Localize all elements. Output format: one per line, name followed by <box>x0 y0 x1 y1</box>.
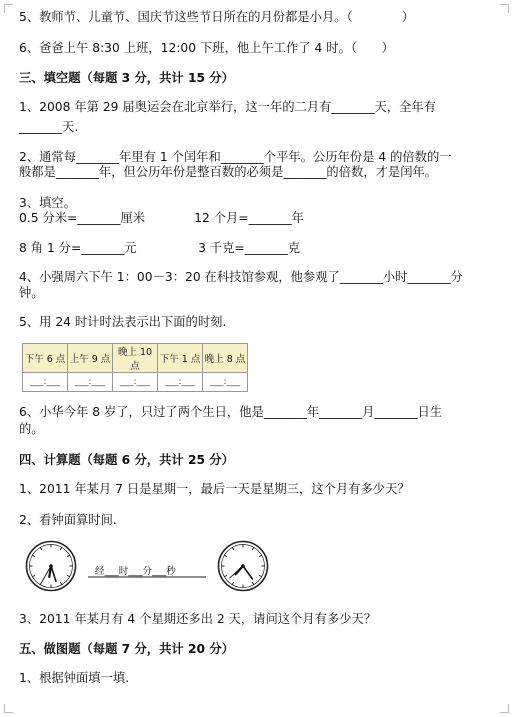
fill-question-3-row-1: 0.5 分米=_______厘米 12 个月=_______年 <box>19 211 304 225</box>
calc-question-1: 1、2011 年某月 7 日是星期一，最后一天是星期三，这个月有多少天？ <box>19 482 410 496</box>
elapsed-time-caption: 经___时___分___秒 <box>95 566 176 577</box>
fill-question-1-line-2: _______天. <box>19 120 79 134</box>
calc-question-2: 2、看钟面算时间. <box>19 513 117 527</box>
fill-question-3-title: 3、填空。 <box>19 196 77 210</box>
fill-question-2-line-2: 般都是_______年，但公历年份是整百数的必须是_______的倍数，才是闰年。 <box>19 165 438 179</box>
fill-question-5: 5、用 24 时计时法表示出下面的时刻. <box>19 315 227 329</box>
drawing-question-1: 1、根据钟面填一填. <box>19 671 130 685</box>
answer-blank-cell: ___:___ <box>158 373 203 392</box>
question-5-true-false: 5、教师节、儿童节、国庆节这些节日所在的月份都是小月。（ ） <box>19 10 415 24</box>
clock-face-end <box>217 540 269 592</box>
time-conversion-table <box>22 343 248 392</box>
table-header-cell: 下午 1 点 <box>158 344 203 373</box>
answer-blank-cell: ___:___ <box>203 373 248 392</box>
fill-question-4-line-1: 4、小强周六下午 1：00－3：20 在科技馆参观，他参观了_______小时_______分 <box>19 270 463 284</box>
section-3-title: 三、填空题（每题 3 分，共计 15 分） <box>19 71 234 85</box>
fill-question-1-line-1: 1、2008 年第 29 届奥运会在北京举行，这一年的二月有_______天，全年有 <box>19 100 436 114</box>
arrow-line <box>88 575 208 579</box>
answer-blank-cell: ___:___ <box>23 373 68 392</box>
page-corner-mark <box>4 4 13 13</box>
table-header-cell: 上午 9 点 <box>68 344 113 373</box>
fill-question-3-row-2: 8 角 1 分=_______元 3 千克=_______克 <box>19 241 301 255</box>
fill-question-2-line-1: 2、通常每_______年里有 1 个闰年和_______个平年。公历年份是 4 的倍数的一 <box>19 150 452 164</box>
answer-blank-cell: ___:___ <box>113 373 158 392</box>
answer-blank-cell: ___:___ <box>68 373 113 392</box>
page-corner-mark <box>4 704 13 713</box>
fill-question-6-line-1: 6、小华今年 8 岁了，只过了两个生日，他是_______年_______月_______日生 <box>19 405 443 419</box>
table-header-cell: 下午 6 点 <box>23 344 68 373</box>
page-corner-mark <box>500 704 509 713</box>
fill-question-6-line-2: 的。 <box>19 422 44 436</box>
clock-face-start <box>25 540 77 592</box>
section-5-title: 五、做图题（每题 7 分，共计 20 分） <box>19 642 234 656</box>
question-6-true-false: 6、爸爸上午 8:30 上班，12:00 下班，他上午工作了 4 时。（ ） <box>19 41 394 55</box>
section-4-title: 四、计算题（每题 6 分，共计 25 分） <box>19 453 234 467</box>
page-corner-mark <box>500 4 509 13</box>
calc-question-3: 3、2011 年某月有 4 个星期还多出 2 天，请问这个月有多少天？ <box>19 612 377 626</box>
table-header-cell: 晚上 8 点 <box>203 344 248 373</box>
table-header-cell: 晚上 10 点 <box>113 344 158 373</box>
fill-question-4-line-2: 钟。 <box>19 286 44 300</box>
